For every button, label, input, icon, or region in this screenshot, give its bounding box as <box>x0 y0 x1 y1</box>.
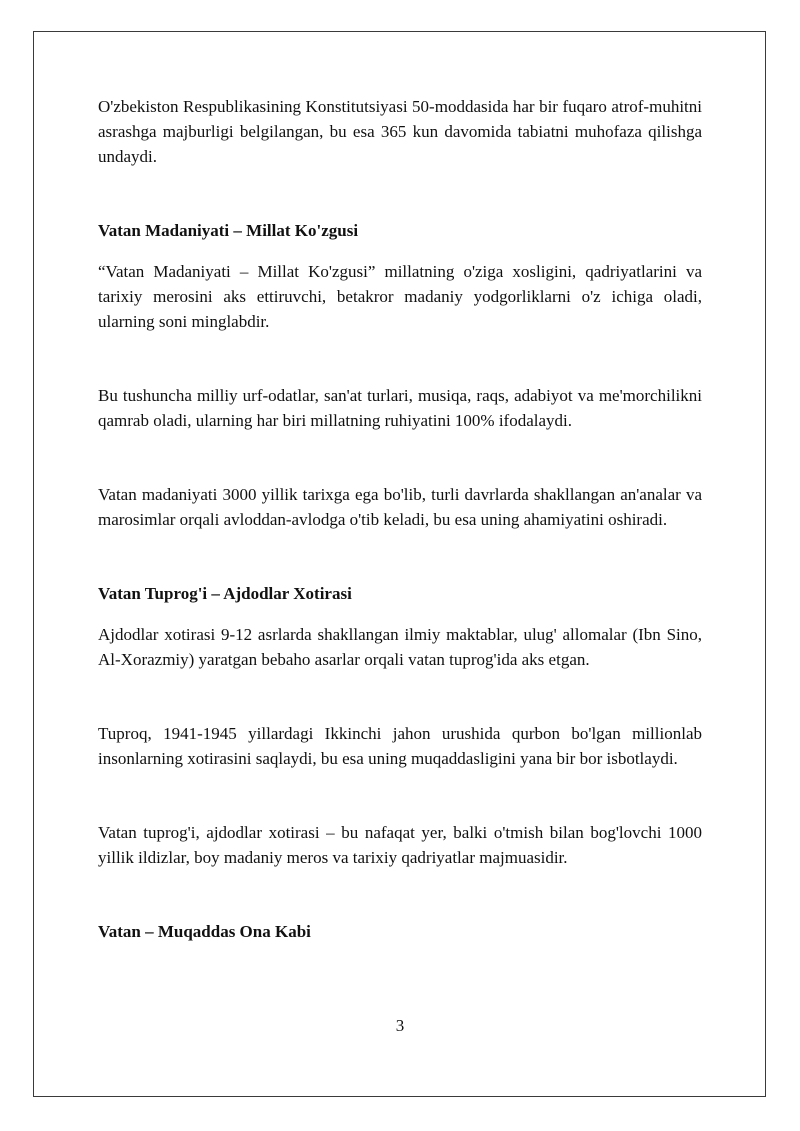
paragraph: Bu tushuncha milliy urf-odatlar, san'at turlari, musiqa, raqs, adabiyot va me'morchilikni qamrab oladi, ularning har biri millatning ruhiyatini 100% ifodalaydi. <box>98 386 702 430</box>
paragraph: O'zbekiston Respublikasining Konstitutsiyasi 50-moddasida har bir fuqaro atrof-muhitni asrashga majburligi belgilangan, bu esa 365 kun davomida tabiatni muhofaza qilishga undaydi. <box>98 97 702 166</box>
paragraph: Tuproq, 1941-1945 yillardagi Ikkinchi jahon urushida qurbon bo'lgan millionlab insonlarning xotirasini saqlaydi, bu esa uning muqaddasligini yana bir bor isbotlaydi. <box>98 724 702 768</box>
paragraph: Ajdodlar xotirasi 9-12 asrlarda shakllangan ilmiy maktablar, ulug' allomalar (Ibn Sino, Al-Xorazmiy) yaratgan bebaho asarlar orqali vatan tuprog'ida aks etgan. <box>98 625 702 669</box>
paragraph: Vatan tuprog'i, ajdodlar xotirasi – bu nafaqat yer, balki o'tmish bilan bog'lovchi 1000 yillik ildizlar, boy madaniy meros va tarixiy qadriyatlar majmuasidir. <box>98 823 702 867</box>
paragraph: “Vatan Madaniyati – Millat Ko'zgusi” millatning o'ziga xosligini, qadriyatlarini va tarixiy merosini aks ettiruvchi, betakror madaniy yodgorliklarni o'z ichiga oladi, ularning soni minglabdir. <box>98 262 702 331</box>
paragraph: Vatan madaniyati 3000 yillik tarixga ega bo'lib, turli davrlarda shakllangan an'analar va marosimlar orqali avloddan-avlodga o'tib keladi, bu esa uning ahamiyatini oshiradi. <box>98 485 702 529</box>
page-number: 3 <box>395 1016 405 1035</box>
document-body <box>98 94 702 944</box>
section-heading: Vatan Tuprog'i – Ajdodlar Xotirasi <box>98 584 352 603</box>
section-heading: Vatan – Muqaddas Ona Kabi <box>98 922 311 941</box>
section-heading: Vatan Madaniyati – Millat Ko'zgusi <box>98 221 359 240</box>
